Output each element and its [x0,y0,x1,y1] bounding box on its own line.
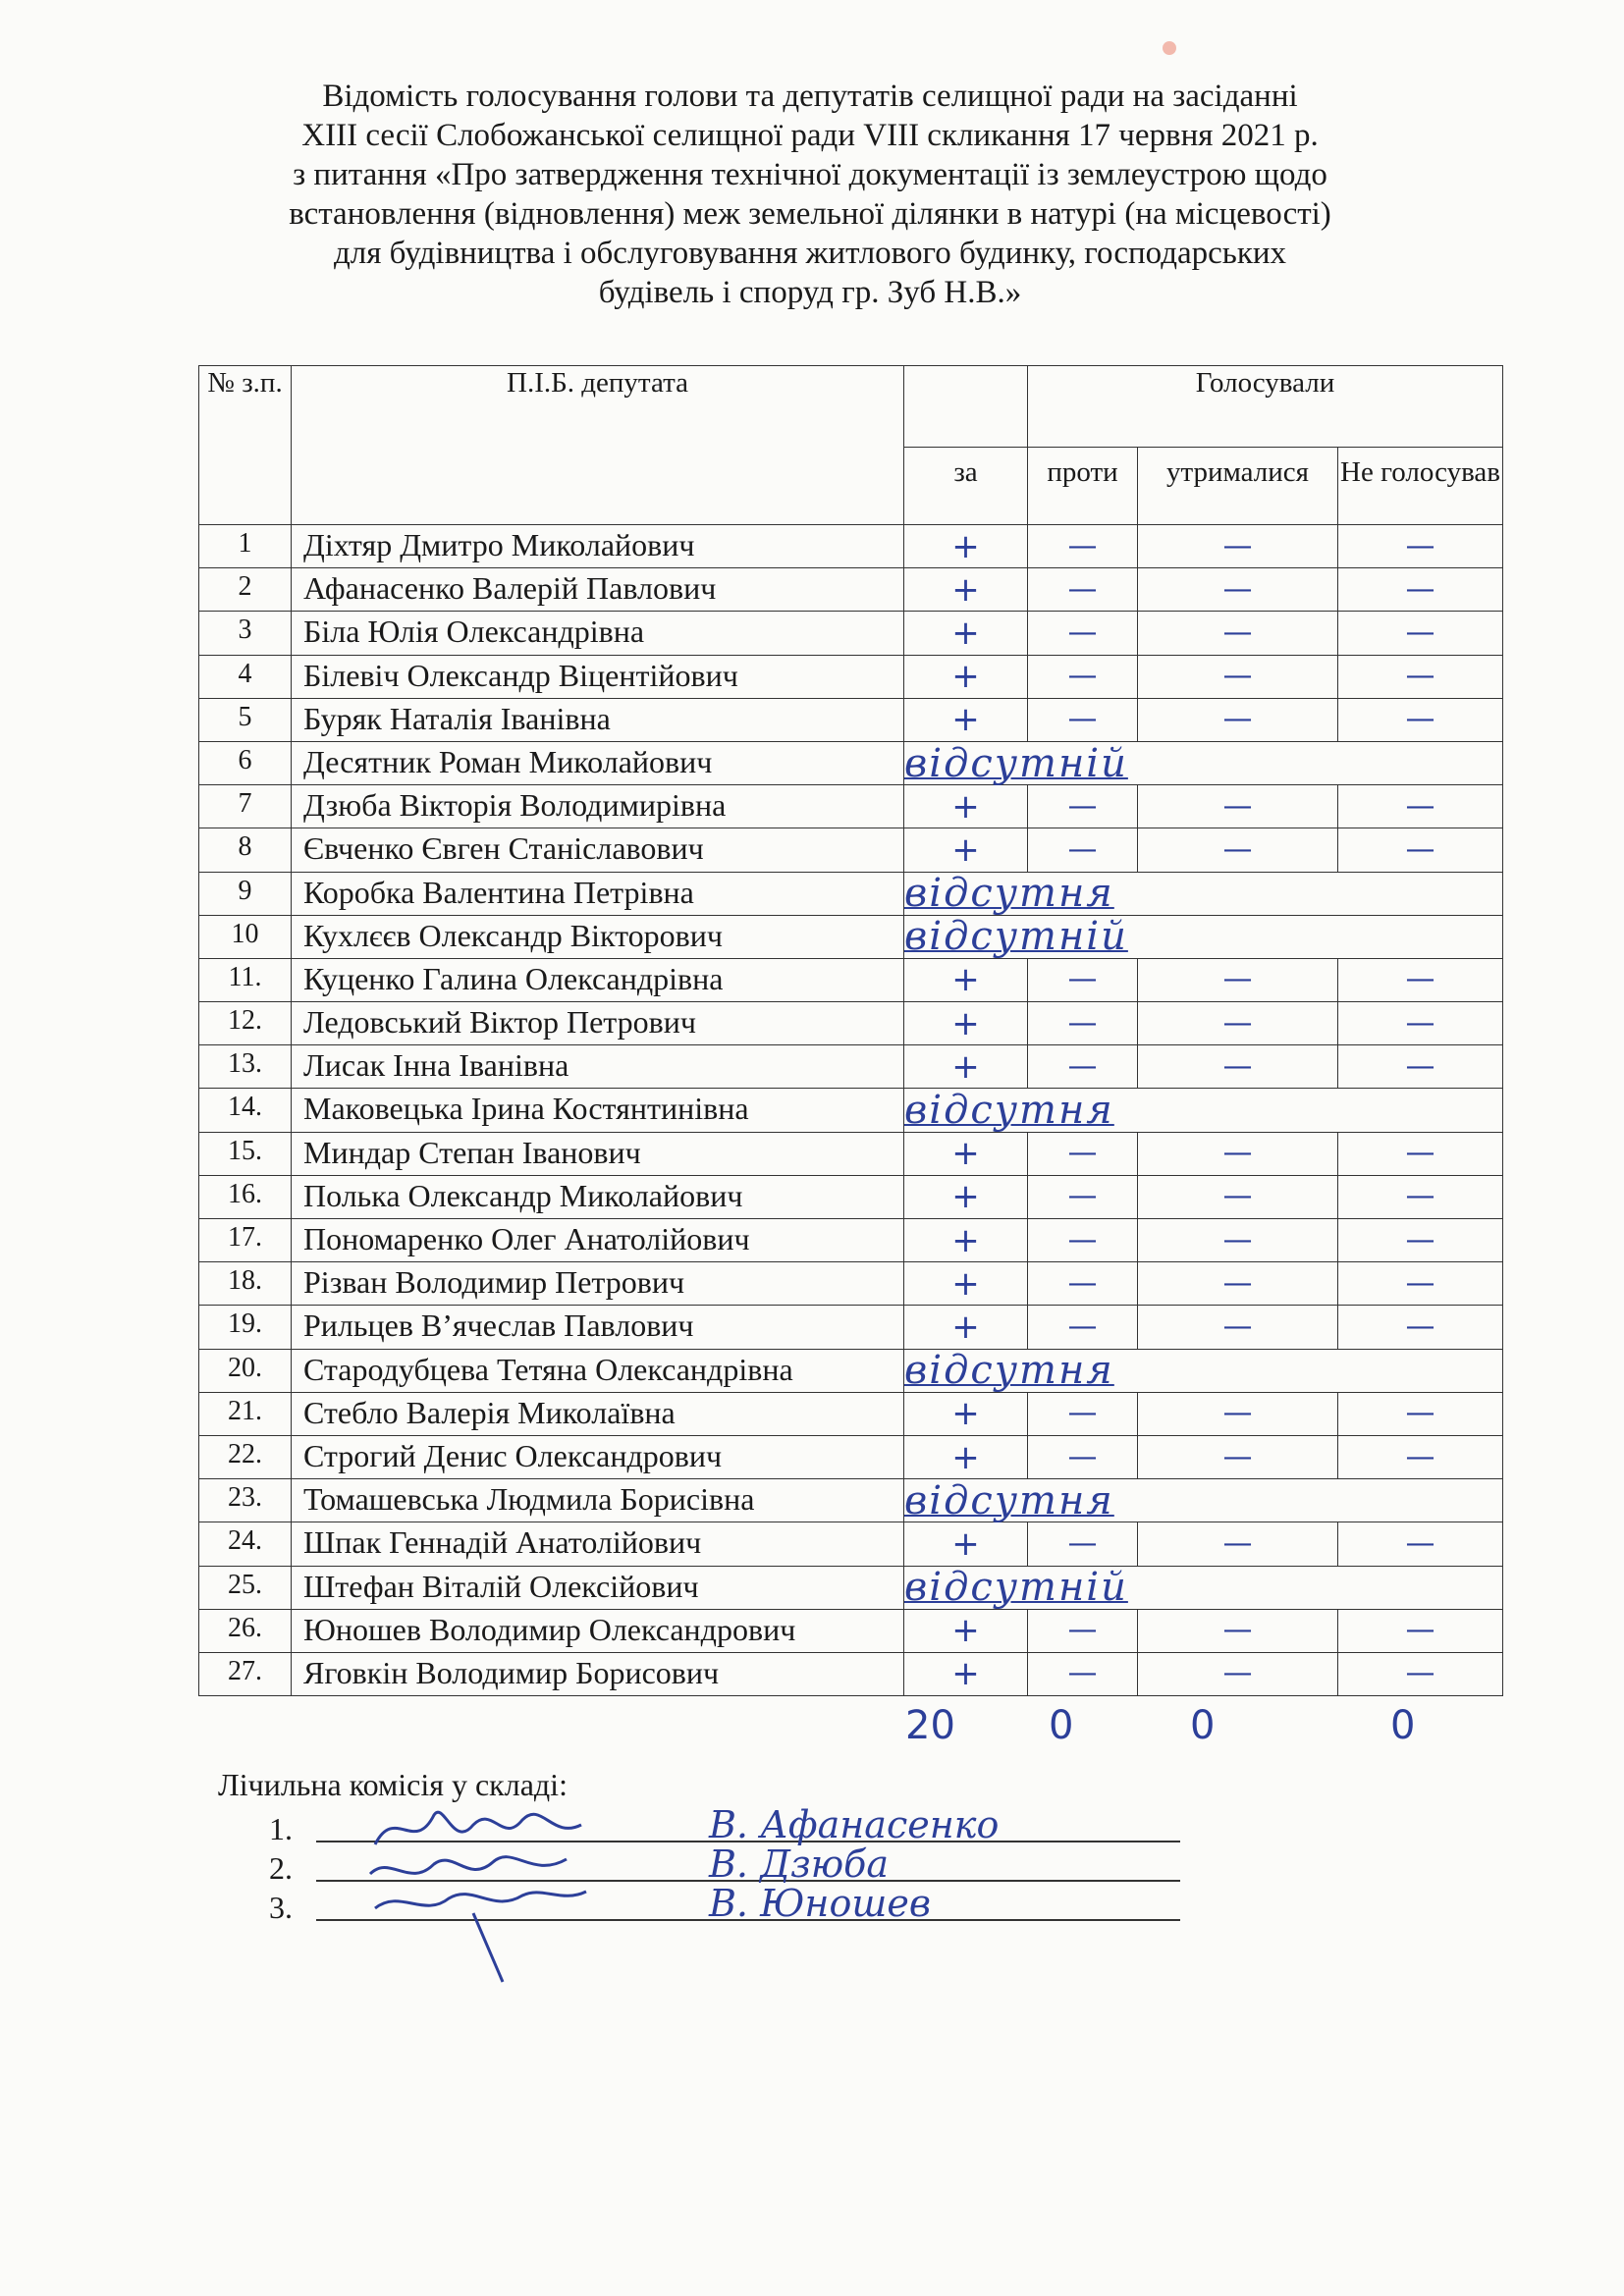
row-number: 23. [199,1479,292,1522]
row-number: 9 [199,872,292,915]
vote-not-voted: — [1338,1306,1503,1349]
row-number: 17. [199,1219,292,1262]
absent-note [904,1479,1503,1522]
header-number: № з.п. [199,366,292,525]
table-row [199,872,1503,915]
deputy-name: Рильцев В’ячеслав Павлович [292,1306,904,1349]
table-row [199,1609,1503,1652]
vote-abstained: — [1138,568,1338,612]
vote-for: + [904,958,1028,1001]
vote-abstained: — [1138,698,1338,741]
deputy-name: Миндар Степан Іванович [292,1132,904,1175]
vote-against: — [1028,1306,1138,1349]
row-number: 7 [199,785,292,828]
vote-not-voted: — [1338,655,1503,698]
member-name: В. Дзюба [709,1842,890,1886]
row-number: 25. [199,1566,292,1609]
absent-note [904,1349,1503,1392]
row-number: 21. [199,1392,292,1435]
vote-for: + [904,1219,1028,1262]
vote-abstained: — [1138,1652,1338,1695]
deputy-name: Діхтяр Дмитро Миколайович [292,525,904,568]
row-number: 20. [199,1349,292,1392]
total-against: 0 [1049,1703,1074,1748]
vote-against: — [1028,1262,1138,1306]
voting-rows [199,525,1503,1696]
table-row [199,915,1503,958]
table-row [199,1262,1503,1306]
vote-not-voted: — [1338,568,1503,612]
deputy-name: Афанасенко Валерій Павлович [292,568,904,612]
deputy-name: Дзюба Вікторія Володимирівна [292,785,904,828]
vote-abstained: — [1138,1609,1338,1652]
deputy-name: Кухлєєв Олександр Вікторович [292,915,904,958]
table-row [199,1175,1503,1218]
vote-against: — [1028,1045,1138,1089]
table-row [199,612,1503,655]
absent-note [904,741,1503,784]
table-row [199,1479,1503,1522]
vote-abstained: — [1138,655,1338,698]
vote-not-voted: — [1338,1002,1503,1045]
vote-abstained: — [1138,958,1338,1001]
deputy-name: Буряк Наталія Іванівна [292,698,904,741]
table-row [199,1089,1503,1132]
member-name: В. Юношев [709,1882,931,1925]
vote-for: + [904,1609,1028,1652]
table-row [199,958,1503,1001]
absent-text: відсутня [904,1477,1114,1523]
vote-not-voted: — [1338,1435,1503,1478]
vote-against: — [1028,958,1138,1001]
vote-abstained: — [1138,1002,1338,1045]
member-number: 2. [269,1850,293,1886]
table-row [199,741,1503,784]
deputy-name: Ледовський Віктор Петрович [292,1002,904,1045]
vote-against: — [1028,1522,1138,1566]
vote-for: + [904,525,1028,568]
vote-abstained: — [1138,785,1338,828]
table-row [199,1045,1503,1089]
member-name: В. Афанасенко [709,1803,1000,1846]
header-abstained: утрималися [1138,448,1338,525]
vote-against: — [1028,1132,1138,1175]
row-number: 6 [199,741,292,784]
row-number: 5 [199,698,292,741]
vote-not-voted: — [1338,1652,1503,1695]
vote-for: + [904,1002,1028,1045]
header-for: за [904,448,1028,525]
row-number: 4 [199,655,292,698]
header-not-voted: Не голосував [1338,448,1503,525]
vote-for: + [904,612,1028,655]
absent-text: відсутній [904,740,1128,786]
vote-not-voted: — [1338,1392,1503,1435]
commission-title: Лічильна комісія у складі: [218,1767,568,1802]
vote-against: — [1028,1435,1138,1478]
vote-abstained: — [1138,1219,1338,1262]
table-row [199,525,1503,568]
table-row [199,568,1503,612]
vote-against: — [1028,1652,1138,1695]
vote-against: — [1028,525,1138,568]
vote-for: + [904,655,1028,698]
row-number: 3 [199,612,292,655]
deputy-name: Пономаренко Олег Анатолійович [292,1219,904,1262]
row-number: 26. [199,1609,292,1652]
row-number: 12. [199,1002,292,1045]
table-row [199,828,1503,872]
vote-abstained: — [1138,612,1338,655]
vote-against: — [1028,1609,1138,1652]
deputy-name: Куценко Галина Олександрівна [292,958,904,1001]
vote-abstained: — [1138,1045,1338,1089]
total-for: 20 [905,1703,955,1748]
vote-abstained: — [1138,1522,1338,1566]
header-against: проти [1028,448,1138,525]
deputy-name: Білевіч Олександр Віцентійович [292,655,904,698]
vote-against: — [1028,785,1138,828]
vote-not-voted: — [1338,1132,1503,1175]
deputy-name: Десятник Роман Миколайович [292,741,904,784]
table-row [199,1435,1503,1478]
vote-abstained: — [1138,828,1338,872]
row-number: 22. [199,1435,292,1478]
deputy-name: Юношев Володимир Олександрович [292,1609,904,1652]
table-row [199,698,1503,741]
header-empty [904,366,1028,448]
row-number: 8 [199,828,292,872]
vote-for: + [904,828,1028,872]
row-number: 13. [199,1045,292,1089]
deputy-name: Стебло Валерія Миколаївна [292,1392,904,1435]
absent-text: відсутня [904,1348,1114,1394]
row-number: 27. [199,1652,292,1695]
vote-abstained: — [1138,525,1338,568]
absent-text: відсутня [904,871,1114,917]
vote-for: + [904,1652,1028,1695]
vote-against: — [1028,1392,1138,1435]
decorative-dot [1163,41,1176,55]
deputy-name: Євченко Євген Станіславович [292,828,904,872]
table-row [199,1002,1503,1045]
heading-line-1: Відомість голосування голови та депутатів селищної ради на засіданні [322,79,1298,114]
vote-not-voted: — [1338,612,1503,655]
vote-against: — [1028,655,1138,698]
vote-not-voted: — [1338,1262,1503,1306]
deputy-name: Строгий Денис Олександрович [292,1435,904,1478]
absent-note [904,1089,1503,1132]
vote-for: + [904,1435,1028,1478]
deputy-name: Полька Олександр Миколайович [292,1175,904,1218]
absent-note [904,915,1503,958]
table-row [199,1652,1503,1695]
row-number: 10 [199,915,292,958]
vote-not-voted: — [1338,698,1503,741]
absent-text: відсутня [904,1088,1114,1134]
table-row [199,1132,1503,1175]
commission-member [218,1882,1200,1927]
vote-not-voted: — [1338,1175,1503,1218]
vote-against: — [1028,568,1138,612]
absent-note [904,872,1503,915]
row-number: 19. [199,1306,292,1349]
deputy-name: Різван Володимир Петрович [292,1262,904,1306]
vote-abstained: — [1138,1392,1338,1435]
table-row [199,1392,1503,1435]
table-row [199,1522,1503,1566]
vote-abstained: — [1138,1306,1338,1349]
vote-for: + [904,785,1028,828]
counting-commission [218,1767,1200,1927]
row-number: 18. [199,1262,292,1306]
vote-for: + [904,698,1028,741]
vote-for: + [904,1175,1028,1218]
deputy-name: Коробка Валентина Петрівна [292,872,904,915]
row-number: 1 [199,525,292,568]
vote-not-voted: — [1338,1219,1503,1262]
vote-for: + [904,568,1028,612]
absent-text: відсутній [904,1565,1128,1611]
deputy-name: Томашевська Людмила Борисівна [292,1479,904,1522]
vote-abstained: — [1138,1175,1338,1218]
deputy-name: Шпак Геннадій Анатолійович [292,1522,904,1566]
heading-line-4: встановлення (відновлення) меж земельної ділянки в натурі (на місцевості) [289,196,1331,232]
absent-text: відсутній [904,914,1128,960]
vote-against: — [1028,1175,1138,1218]
absent-note [904,1566,1503,1609]
vote-against: — [1028,1219,1138,1262]
vote-against: — [1028,698,1138,741]
vote-against: — [1028,828,1138,872]
vote-not-voted: — [1338,1522,1503,1566]
header-voted: Голосували [1028,366,1503,448]
total-abstained: 0 [1190,1703,1216,1748]
heading-line-5: для будівництва і обслуговування житлового будинку, господарських [333,236,1287,271]
vote-not-voted: — [1338,1045,1503,1089]
deputy-name: Яговкін Володимир Борисович [292,1652,904,1695]
heading-line-2: XIII сесії Слобожанської селищної ради VIII скликання 17 червня 2021 р. [301,118,1319,153]
vote-not-voted: — [1338,525,1503,568]
table-row [199,1306,1503,1349]
vote-for: + [904,1262,1028,1306]
vote-abstained: — [1138,1132,1338,1175]
row-number: 14. [199,1089,292,1132]
deputy-name: Лисак Інна Іванівна [292,1045,904,1089]
table-row [199,1219,1503,1262]
deputy-name: Маковецька Ірина Костянтинівна [292,1089,904,1132]
vote-for: + [904,1045,1028,1089]
deputy-name: Біла Юлія Олександрівна [292,612,904,655]
deputy-name: Штефан Віталій Олексійович [292,1566,904,1609]
heading-line-6: будівель і споруд гр. Зуб Н.В.» [598,275,1022,310]
handwritten-signature [355,1874,611,1992]
vote-not-voted: — [1338,785,1503,828]
heading-line-3: з питання «Про затвердження технічної документації із землеустрою щодо [293,157,1327,192]
vote-not-voted: — [1338,1609,1503,1652]
table-row [199,1349,1503,1392]
document-heading [177,77,1443,312]
vote-for: + [904,1522,1028,1566]
vote-abstained: — [1138,1262,1338,1306]
voting-table [198,365,1503,1696]
row-number: 15. [199,1132,292,1175]
vote-for: + [904,1132,1028,1175]
vote-abstained: — [1138,1435,1338,1478]
row-number: 2 [199,568,292,612]
row-number: 24. [199,1522,292,1566]
header-deputy-name: П.І.Б. депутата [292,366,904,525]
vote-for: + [904,1306,1028,1349]
vote-not-voted: — [1338,958,1503,1001]
row-number: 11. [199,958,292,1001]
member-number: 1. [269,1811,293,1846]
vote-not-voted: — [1338,828,1503,872]
vote-against: — [1028,1002,1138,1045]
table-row [199,1566,1503,1609]
table-row [199,785,1503,828]
deputy-name: Стародубцева Тетяна Олександрівна [292,1349,904,1392]
vote-for: + [904,1392,1028,1435]
vote-against: — [1028,612,1138,655]
row-number: 16. [199,1175,292,1218]
table-row [199,655,1503,698]
member-number: 3. [269,1890,293,1925]
total-not-voted: 0 [1390,1703,1416,1748]
